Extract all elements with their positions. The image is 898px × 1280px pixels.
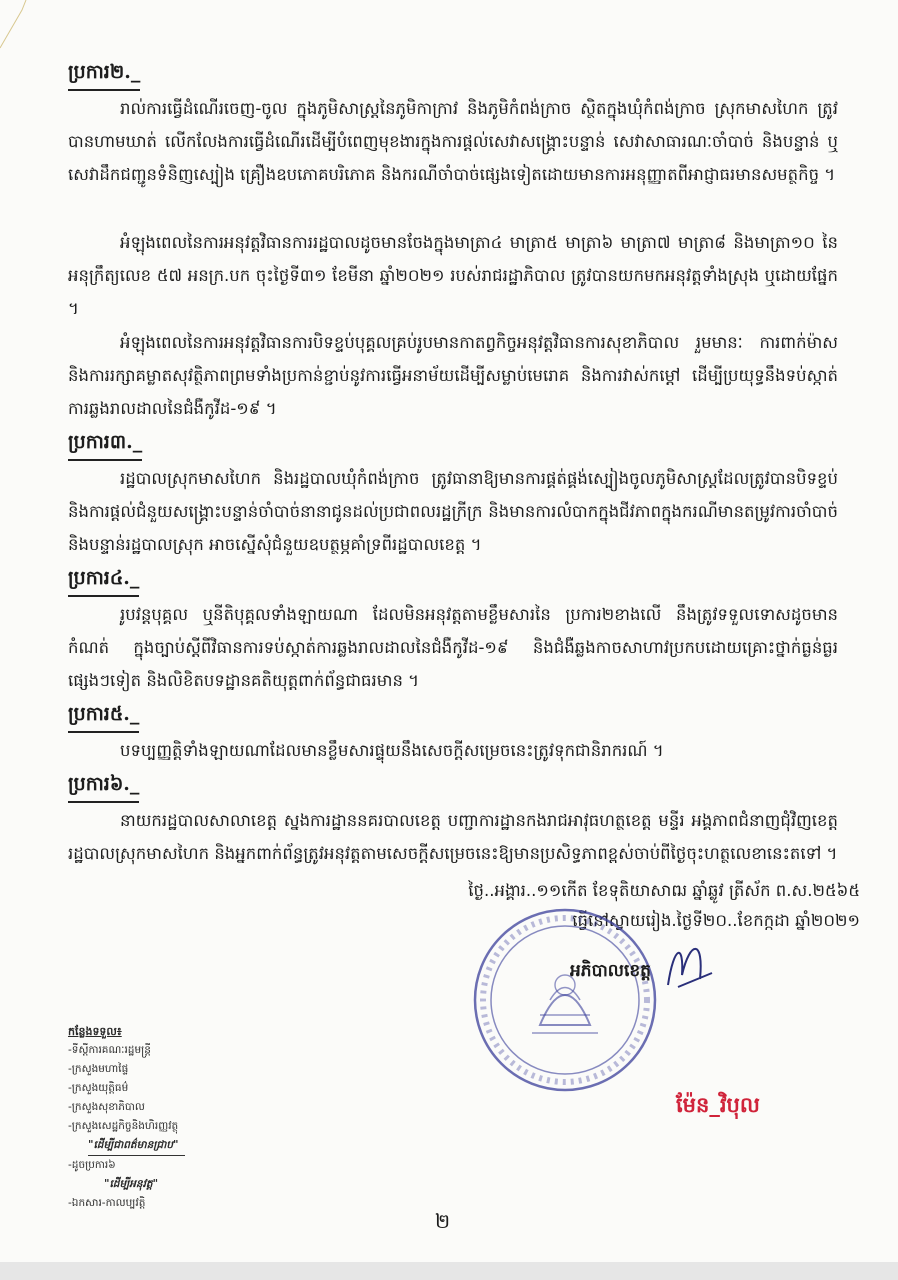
recipient-item: -ឯកសារ-កាលប្បវត្តិ xyxy=(68,1197,146,1209)
date-lunar: ថ្ងៃ..អង្គារ..១១កើត ខែទុតិយាសាឍ ឆ្នាំឆ្លូវ ត្រីស័ក ព.ស.២៥៦៥ xyxy=(468,881,860,900)
recipient-item: -ក្រសួងមហាផ្ទៃ xyxy=(68,1063,129,1075)
article-3-heading: ប្រការ៣._ xyxy=(68,430,142,461)
scan-bottom-edge xyxy=(0,1262,898,1280)
recipients-title: កន្លែងទទួល៖ xyxy=(68,1025,122,1038)
signature-mark xyxy=(660,935,720,995)
article-6-heading: ប្រការ៦._ xyxy=(68,772,139,803)
recipient-item: -ក្រសួងសេដ្ឋកិច្ចនិងហិរញ្ញវត្ថុ xyxy=(68,1120,179,1132)
corner-scan-mark xyxy=(0,0,60,60)
recipient-item: -ដូចប្រការ៦ xyxy=(68,1159,116,1171)
article-2-paragraph-2: អំឡុងពេលនៃការអនុវត្តវិធានការរដ្ឋបាលដូចមានចែងក្នុងមាត្រា៤ មាត្រា៥ មាត្រា៦ មាត្រា៧ មាត្រា៨ និងមាត្រា១០ នៃអនុក្រឹត្យលេខ ៥៧ អនក្រ.បក ចុះថ្ងៃទី៣១ ខែមីនា ឆ្នាំ២០២១ របស់រាជរដ្ឋាភិបាល ត្រូវបានយកមកអនុវត្តទាំងស្រុង ឬដោយផ្នែក ។ xyxy=(68,233,838,318)
article-5-heading: ប្រការ៥._ xyxy=(68,702,139,733)
article-2-heading: ប្រការ២._ xyxy=(68,60,140,91)
article-2-paragraph-3: អំឡុងពេលនៃការអនុវត្តវិធានការបិទខ្ទប់បុគ្គលគ្រប់រូបមានកាតព្វកិច្ចអនុវត្តវិធានការសុខាភិបាល រួមមានៈ ការពាក់ម៉ាស និងការរក្សាគម្លាតសុវត្ថិភាពព្រមទាំងប្រកាន់ខ្ជាប់នូវការធ្វើអនាម័យដើម្បីសម្លាប់មេរោគ និងការវាស់កម្ដៅ ដើម្បីប្រយុទ្ធនឹងទប់ស្កាត់ការឆ្លងរាលដាលនៃជំងឺកូវីដ-១៩ ។ xyxy=(68,333,838,418)
recipients-purpose-implement: "ដើម្បីអនុវត្ត" xyxy=(104,1178,159,1190)
signer-name: ម៉ែន_វិបុល xyxy=(676,1092,760,1117)
recipient-item: -ក្រសួងយុត្តិធម៌ xyxy=(68,1082,129,1094)
recipients-purpose-info: "ដើម្បីជាពត៌មានជ្រាប" xyxy=(88,1136,185,1156)
article-5-paragraph-1: បទប្បញ្ញត្តិទាំងឡាយណាដែលមានខ្លឹមសារផ្ទុយនឹងសេចក្ដីសម្រេចនេះត្រូវទុកជានិរាករណ៍ ។ xyxy=(120,741,664,760)
recipients-block xyxy=(68,1022,185,1213)
article-2-paragraph-1: រាល់ការធ្វើដំណើរចេញ-ចូល ក្នុងភូមិសាស្ត្រនៃភូមិកាក្រាវ និងភូមិកំពង់ក្រាច ស្ថិតក្នុងឃុំកំពង់ក្រាច ស្រុកមាសហៃក ត្រូវបានហាមឃាត់ លើកលែងការធ្វើដំណើរដើម្បីបំពេញមុខងារក្នុងការផ្ដល់សេវាសង្គ្រោះបន្ទាន់ សេវាសាធារណៈចាំបាច់ និងបន្ទាន់ ឬសេវាដឹកជញ្ជូនទំនិញស្បៀង គ្រឿងឧបភោគបរិភោគ និងករណីចាំបាច់ផ្សេងទៀតដោយមានការអនុញ្ញាតពីអាជ្ញាធរមានសមត្ថកិច្ច ។ xyxy=(68,99,838,184)
governor-title: អភិបាលខេត្ត xyxy=(570,961,651,981)
article-3-paragraph-1: រដ្ឋបាលស្រុកមាសហៃក និងរដ្ឋបាលឃុំកំពង់ក្រាច ត្រូវធានាឱ្យមានការផ្គត់ផ្គង់ស្បៀងចូលភូមិសាស្ត្រដែលត្រូវបានបិទខ្ទប់ និងការផ្ដល់ជំនួយសង្គ្រោះបន្ទាន់ចាំបាច់នានាជូនដល់ប្រជាពលរដ្ឋក្រីក្រ និងមានការលំបាកក្នុងជីវភាពក្នុងករណីមានតម្រូវការចាំបាច់ និងបន្ទាន់រដ្ឋបាលស្រុក អាចស្នើសុំជំនួយឧបត្ថម្ភគាំទ្រពីរដ្ឋបាលខេត្ត ។ xyxy=(68,469,838,554)
recipient-item: -ក្រសួងសុខាភិបាល xyxy=(68,1101,145,1113)
article-6-paragraph-1: នាយករដ្ឋបាលសាលាខេត្ត ស្នងការដ្ឋាននគរបាលខេត្ត បញ្ជាការដ្ឋានកងរាជអាវុធហត្ថខេត្ត មន្ទីរ អង្គភាពជំនាញជុំវិញខេត្ត រដ្ឋបាលស្រុកមាសហៃក និងអ្នកពាក់ព័ន្ធត្រូវអនុវត្តតាមសេចក្ដីសម្រេចនេះឱ្យមានប្រសិទ្ធភាពខ្ពស់ចាប់ពីថ្ងៃចុះហត្ថលេខានេះតទៅ ។ xyxy=(68,811,838,863)
official-seal-icon xyxy=(470,905,660,1095)
article-4-paragraph-1: រូបវន្តបុគ្គល ឬនីតិបុគ្គលទាំងឡាយណា ដែលមិនអនុវត្តតាមខ្លឹមសារនៃ ប្រការ២ខាងលើ នឹងត្រូវទទួលទោសដូចមានកំណត់ ក្នុងច្បាប់ស្ដីពីវិធានការទប់ស្កាត់ការឆ្លងរាលដាលនៃជំងឺកូវីដ-១៩ និងជំងឺឆ្លងកាចសាហាវប្រកបដោយគ្រោះថ្នាក់ធ្ងន់ធ្ងរផ្សេងៗទៀត និងលិខិតបទដ្ឋានគតិយុត្តពាក់ព័ន្ធជាធរមាន ។ xyxy=(68,605,838,690)
article-4-heading: ប្រការ៤._ xyxy=(68,566,139,597)
date-solar: ធ្វើនៅស្វាយរៀង.ថ្ងៃទី២០..ខែកក្កដា ឆ្នាំ២០២១ xyxy=(572,911,860,930)
recipient-item: -ទីស្ដីការគណៈរដ្ឋមន្ត្រី xyxy=(68,1044,151,1056)
page-number: ២ xyxy=(435,1209,451,1233)
